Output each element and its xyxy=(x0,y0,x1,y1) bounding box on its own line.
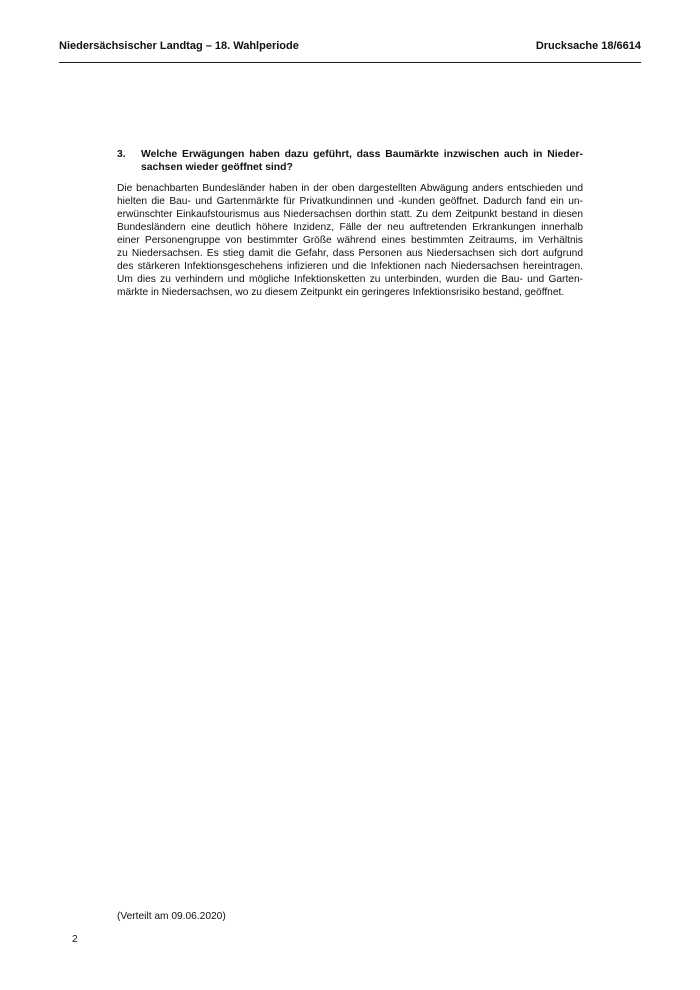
question-block xyxy=(117,148,583,174)
distribution-date: (Verteilt am 09.06.2020) xyxy=(117,911,226,922)
answer-line: zu Niedersachsen. Es stieg damit die Gefahr, dass Personen aus Niedersachsen sich dort aufgrund xyxy=(117,248,583,259)
answer-line: des stärkeren Infektionsgeschehens infizieren und die Infektionen nach Niedersachsen hereintragen. xyxy=(117,261,583,272)
answer-line: Bundesländern eine deutlich höhere Inzidenz, Fälle der neu auftretenden Erkrankungen innerhalb xyxy=(117,222,583,233)
answer-line: einer Personengruppe von bestimmter Größe während eines bestimmten Zeitraums, im Verhältnis xyxy=(117,235,583,246)
question-number: 3. xyxy=(117,149,126,160)
answer-line: erwünschter Einkaufstourismus aus Niedersachsen dorthin statt. Zu dem Zeitpunkt bestand in diesen xyxy=(117,209,583,220)
answer-line: hielten die Bau- und Gartenmärkte für Privatkundinnen und -kunden geöffnet. Dadurch fand ein un- xyxy=(117,196,583,207)
parliament-period-title: Niedersächsischer Landtag – 18. Wahlperiode xyxy=(59,40,299,52)
answer-line: Die benachbarten Bundesländer haben in der oben dargestellten Abwägung anders entschieden und xyxy=(117,183,583,194)
answer-line: märkte in Niedersachsen, wo zu diesem Zeitpunkt ein geringeres Infektionsrisiko bestand, geöffnet. xyxy=(117,287,565,298)
document-number: Drucksache 18/6614 xyxy=(535,40,641,52)
page-number: 2 xyxy=(72,934,78,945)
answer-line: Um dies zu verhindern und mögliche Infektionsketten zu unterbinden, wurden die Bau- und Garten- xyxy=(117,274,583,285)
question-text: Welche Erwägungen haben dazu geführt, dass Baumärkte inzwischen auch in Nieder-sachsen wieder geöffnet sind? xyxy=(141,149,583,173)
answer-paragraph xyxy=(117,182,583,299)
page-header xyxy=(59,40,641,63)
